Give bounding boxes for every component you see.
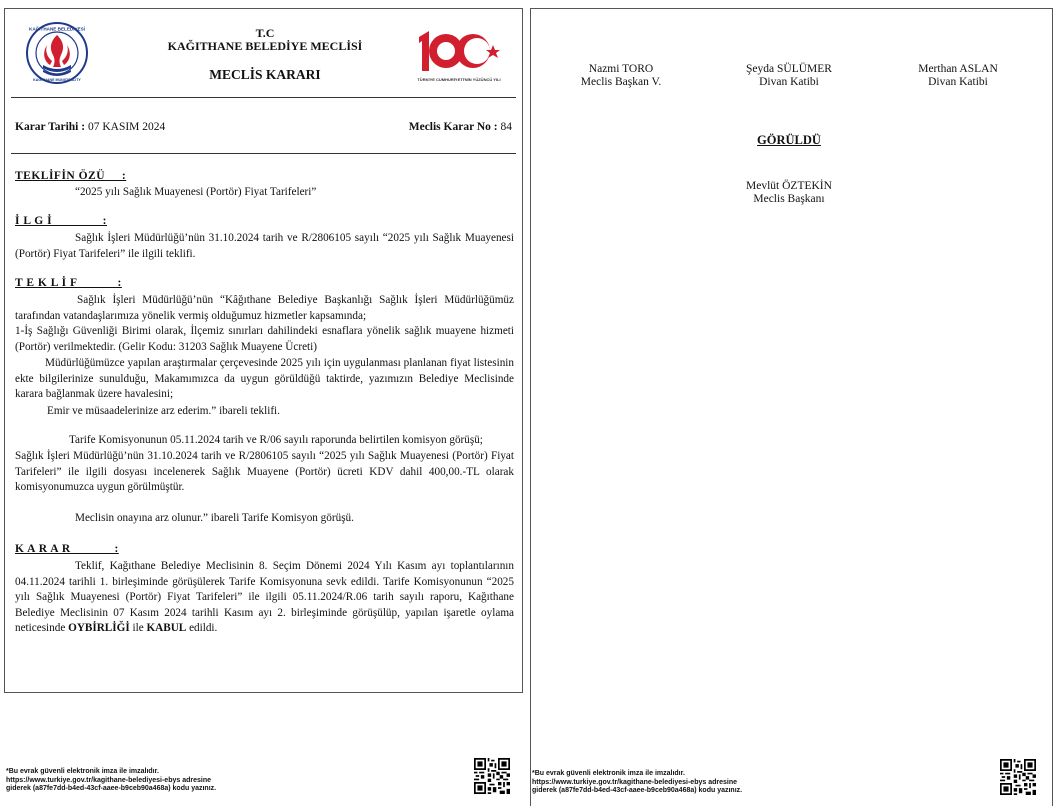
mayor-role: Meclis Başkanı [753,193,825,205]
signature-role: Divan Katibi [928,76,988,88]
signature-name: Nazmi TORO [588,63,654,75]
teklif-paragraph-2: 1-İş Sağlığı Güvenliği Birimi olarak, İlçemiz sınırları dahilindeki esnaflara yönelik sağlık muayene hizmeti (Portör) verilmektedir. (Gelir Kodu: 31203 Sağlık Muayene Ücreti) [15,325,514,353]
e-signature-line-2: https://www.turkiye.gov.tr/kagithane-belediyesi-ebys adresine [6,776,211,784]
karar-result-accepted: KABUL [146,622,187,635]
municipality-seal-icon [25,21,89,85]
karar-text-mid: ile [129,622,147,635]
section-title-teklif: T E K L İ F : [15,277,122,289]
e-signature-line-1: *Bu evrak güvenli elektronik imza ile imzalıdır. [6,768,159,775]
ozu-text: “2025 yılı Sağlık Muayenesi (Portör) Fiyat Tarifeleri” [75,186,317,198]
signature-block-1 [536,63,706,89]
teklif-paragraph-4: Emir ve müsaadelerinize arz ederim.” ibareli teklifi. [47,405,280,417]
karar-text [15,559,514,637]
karar-text-end: edildi. [186,622,218,635]
decision-number-label: Meclis Karar No : [408,121,498,133]
e-signature-line-1: *Bu evrak güvenli elektronik imza ile imzalıdır. [532,770,685,777]
karar-result-unanimous: OYBİRLİĞİ [68,622,130,635]
e-signature-note-left [6,768,216,794]
seen-title: GÖRÜLDÜ [757,133,821,147]
e-signature-line-3: giderek (a87fe7dd-b4ed-43cf-aaee-b9ceb90a468a) kodu yazınız. [532,787,743,794]
ilgi-text: Sağlık İşleri Müdürlüğü’nün 31.10.2024 tarih ve R/2806105 sayılı “2025 yılı Sağlık Muayenesi (Portör) Fiyat Tarifeleri” ile ilgili teklifi. [15,232,514,260]
section-title-ozu: TEKLİFİN ÖZÜ : [15,170,127,182]
signature-role: Divan Katibi [759,76,819,88]
council-name: KAĞITHANE BELEDİYE MECLİSİ [167,39,363,53]
republic-100-year-logo-icon [413,23,505,85]
teklif-paragraph-3: Müdürlüğümüzce yapılan araştırmalar çerçevesinde 2025 yılı için uygulanması planlanan fiyat listesinin ekte bilgilerinize sunulduğu, Makamımızca da uygun görüldüğü taktirde, yazımızın Belediye Meclisinde karara bağlanmak üzere havalesini; [15,357,514,401]
signature-block-2 [704,63,874,89]
decision-date [15,121,165,133]
decision-number-value: 84 [500,121,512,133]
svg-text:KAĞITHANE BELEDİYESİ: KAĞITHANE BELEDİYESİ [29,26,85,32]
section-title-ilgi: İ L G İ : [15,215,108,227]
signature-role: Meclis Başkan V. [580,76,662,88]
svg-text:TÜRKİYE CUMHURİYETİ'NİN YÜZÜNC: TÜRKİYE CUMHURİYETİ'NİN YÜZÜNCÜ YILI [417,77,501,82]
header-tc: T.C [255,26,275,40]
meta-divider [11,153,516,154]
mayor-name: Mevlüt ÖZTEKİN [746,180,832,192]
qr-code-icon [1000,759,1036,795]
decision-date-label: Karar Tarihi : [15,121,86,133]
komisyon-paragraph-2: Sağlık İşleri Müdürlüğü’nün 31.10.2024 tarih ve R/2806105 sayılı “2025 yılı Sağlık Muayenesi (Portör) Fiyat Tarifeleri” ile ilgili dosyası incelenerek Sağlık Muayene (Portör) ücreti KDV dahil 400,00.-TL olarak komisyonumuzca uygun görülmüştür. [15,450,514,494]
komisyon-paragraph-1: Tarife Komisyonunun 05.11.2024 tarih ve R/06 sayılı raporunda belirtilen komisyon görüşü; [69,434,483,446]
signature-name: Şeyda SÜLÜMER [746,63,832,75]
page-title: MECLİS KARARI [209,67,321,82]
signature-block-3 [873,63,1043,89]
section-title-karar: K A R A R : [15,543,119,555]
decision-date-value: 07 KASIM 2024 [87,121,166,133]
decision-page-right [530,8,1053,806]
svg-text:KAĞITHANE MUNICIPALITY: KAĞITHANE MUNICIPALITY [33,78,81,82]
komisyon-paragraph-3: Meclisin onayına arz olunur.” ibareli Tarife Komisyon görüşü. [75,512,354,524]
karar-text-body: Teklif, Kağıthane Belediye Meclisinin 8. Seçim Dönemi 2024 Yılı Kasım ayı toplantılarının 04.11.2024 tarihli 1. birleşiminde görüşülerek Tarife Komisyonuna sevk edildi. Tarife Komisyonunun “2025 yılı Sağlık Muayenesi (Portör) Fiyat Tarifeleri” ile ilgili 05.11.2024/R.06 tarih sayılı raporu, Kağıthane Belediye Meclisinin 07 Kasım 2024 tarihli Kasım ayı 2. birleşiminde görüşülüp, yapılan işaretle oylama neticesinde [15,560,514,635]
e-signature-line-2: https://www.turkiye.gov.tr/kagithane-belediyesi-ebys adresine [532,778,737,786]
e-signature-note-right [532,770,742,796]
mayor-signature-block [704,180,874,206]
e-signature-line-3: giderek (a87fe7dd-b4ed-43cf-aaee-b9ceb90a468a) kodu yazınız. [6,785,217,792]
signature-name: Merthan ASLAN [918,63,998,75]
teklif-paragraph-1: Sağlık İşleri Müdürlüğü’nün “Kâğıthane Belediye Başkanlığı Sağlık İşleri Müdürlüğümüz tarafından vatandaşlarımıza yönelik vermiş olduğumuz hizmetler kapsamında; [15,294,514,322]
header-divider [11,97,516,98]
decision-page-left [4,8,523,693]
decision-number [409,121,512,133]
qr-code-icon [474,758,510,794]
